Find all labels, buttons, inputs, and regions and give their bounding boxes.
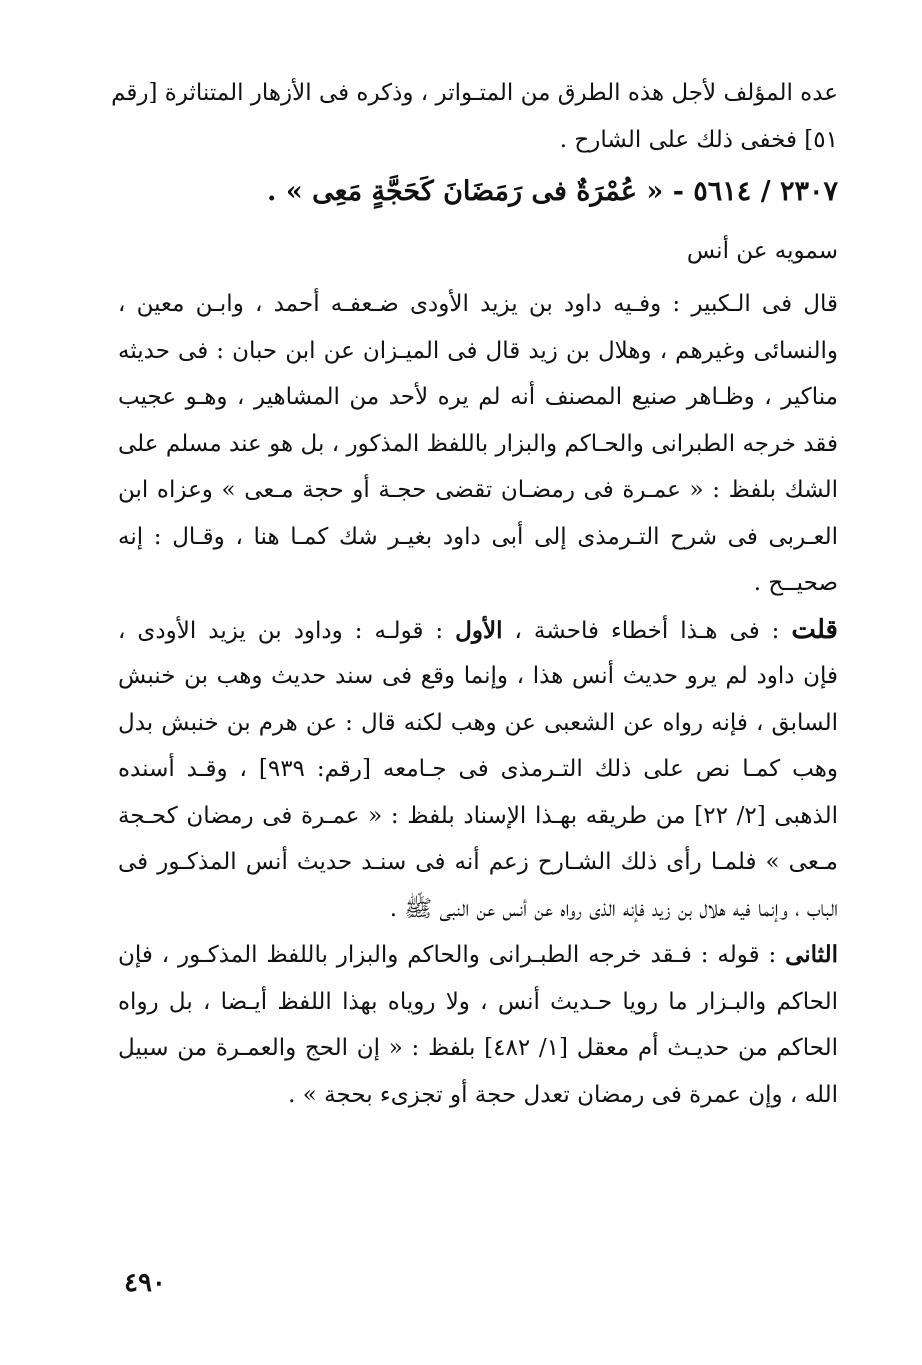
text-line — [118, 607, 838, 654]
text-span: : فى هـذا أخطاء فاحشة ، — [502, 617, 792, 644]
text-line: الحاكم والبـزار ما رويا حـديث أنس ، ولا روياه بهذا اللفظ أيـضا ، بل رواه — [118, 988, 838, 1015]
text-line — [118, 932, 838, 979]
intro-paragraph — [111, 70, 838, 163]
text-line: السابق ، فإنه رواه عن الشعبى عن وهب لكنه قال : عن هرم بن خنبش بدل — [118, 709, 838, 736]
text-line: الله ، وإن عمرة فى رمضان تعدل حجة أو تجزىء بحجة » . — [288, 1081, 838, 1108]
hadith-source: سمويه عن أنس — [686, 238, 838, 264]
text-line: مناكير ، وظـاهر صنيع المصنف أنه لم يره لأحد من المشاهير ، وهـو عجيب — [118, 384, 838, 410]
text-line: وهب كمـا نص على ذلك التـرمذى فى جـامعه [رقم: ٩٣٩] ، وقـد أسنده — [118, 756, 838, 782]
commentary-paragraph — [118, 281, 838, 607]
second-point-paragraph — [118, 932, 838, 1118]
hadith-title: ٢٣٠٧ / ٥٦١٤ - « عُمْرَةٌ فى رَمَضَانَ كَحَجَّةٍ مَعِى » . — [267, 176, 838, 207]
qultu-paragraph — [118, 607, 838, 933]
text-line: قال فى الـكبير : وفـيه داود بن يزيد الأودى ضـعفـه أحمد ، وابـن معين ، — [118, 291, 838, 317]
text-line: عده المؤلف لأجل هذه الطرق من المتـواتر ، وذكره فى الأزهار المتناثرة [رقم — [111, 80, 838, 106]
text-line: صحيــح . — [753, 570, 838, 596]
text-line: الذهبى [٢/ ٢٢] من طريقه بهـذا الإسناد بلفظ : « عمـرة فى رمضان كحـجة — [118, 802, 839, 829]
text-line: الباب ، وإنما فيه هلال بن زيد فإنه الذى رواه عن أنس عن النبى ﷺ . — [389, 895, 838, 922]
text-line: والنسائى وغيرهم ، وهلال بن زيد قال فى الميـزان عن ابن حبان : فى حديثه — [118, 337, 838, 364]
text-span: : قوله : فـقد خرجه الطبـرانى والحاكم والبزار باللفظ المذكـور ، فإن — [118, 942, 786, 968]
text-line: الحاكم من حديـث أم معقل [١/ ٤٨٢] بلفظ : « إن الحج والعمـرة من سبيل — [118, 1035, 838, 1061]
page-body — [111, 70, 839, 1118]
second-point-label: الثانى — [785, 941, 838, 968]
text-line: الشك بلفظ : « عمـرة فى رمضـان تقضى حجـة أو حجة مـعى » وعزاه ابن — [118, 477, 838, 503]
page-number: ٤٩٠ — [124, 1268, 166, 1298]
text-line: فقد خرجه الطبرانى والحـاكم والبزار باللفظ المذكور ، بل هو عند مسلم على — [118, 430, 838, 457]
text-span: : قولـه : وداود بن يزيد الأودى ، — [118, 617, 456, 644]
text-line: مـعى » فلمـا رأى ذلك الشـارح زعم أنه فى سنـد حديث أنس المذكـور فى — [118, 849, 838, 875]
qultu-label: قلت — [791, 614, 838, 645]
text-line: العـربى فى شرح التـرمذى إلى أبى داود بغيـر شك كمـا هنا ، وقـال : إنه — [118, 523, 838, 550]
first-point-label: الأول — [455, 616, 503, 644]
text-line: ٥١] فخفى ذلك على الشارح . — [559, 126, 838, 153]
text-line: فإن داود لم يرو حديث أنس هذا ، وإنما وقع فى سند حديث وهب بن خنبش — [118, 663, 838, 689]
